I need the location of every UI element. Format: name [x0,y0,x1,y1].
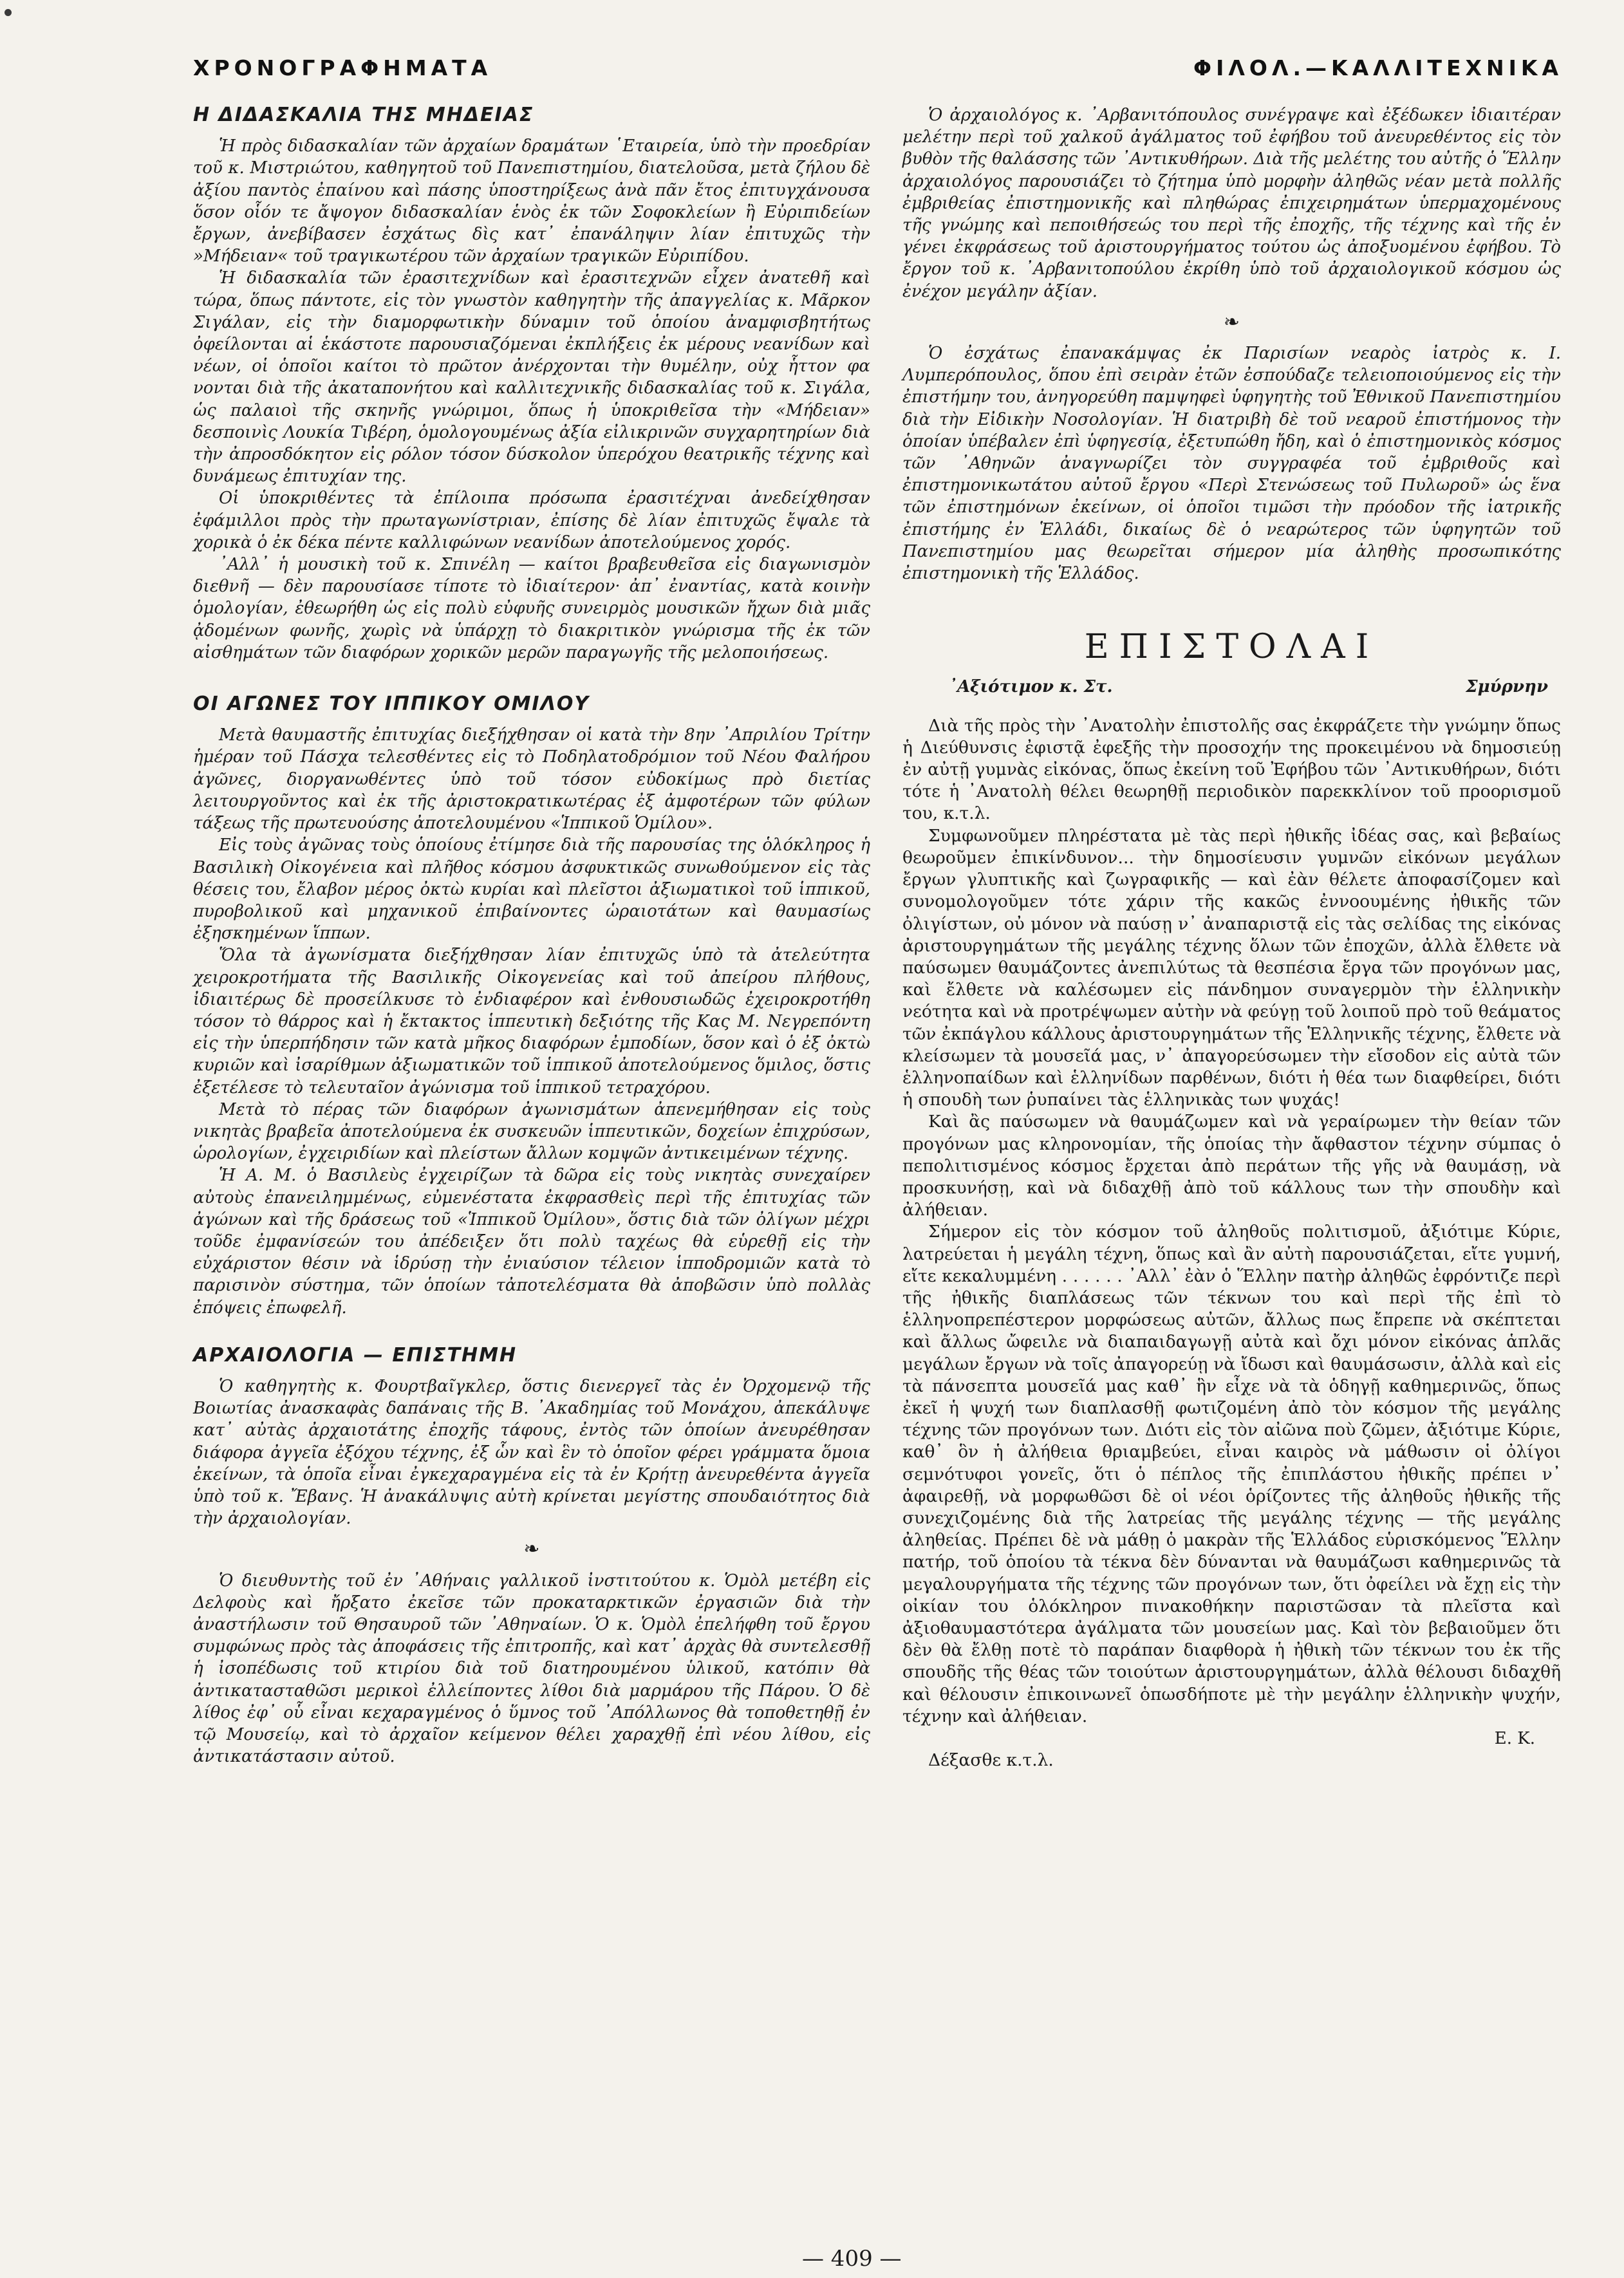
letter-body [902,715,1561,1772]
right-column [902,104,1561,1771]
ornament-divider: ❧ [1223,310,1240,333]
paragraph: Ὁ καθηγητὴς κ. Φουρτβαῖγκλερ, ὅστις διενεργεῖ τὰς ἐν Ὀρχομενῷ τῆς Βοιωτίας ἀνασκαφὰς δαπάναις τῆς Β. ᾿Ακαδημίας τοῦ Μονάχου, ἀπεκάλυψε κατ᾿ αὐτὰς ἀρχαιοτάτης ἐποχῆς τάφους, ἐντὸς τῶν ὁποίων ἀνευρέθησαν διάφορα ἀγγεῖα ἐξόχου τέχνης, ἐξ ὧν καὶ ἓν τὸ ὁποῖον φέρει γράμματα ὅμοια ἐκείνων, τὰ ὁποῖα εἶναι ἐγκεχαραγμένα εἰς τὰ ἐν Κρήτῃ ἀνευρεθέντα ἀγγεῖα ὑπὸ τοῦ κ. Ἔβανς. Ἡ ἀνακάλυψις αὐτὴ κρίνεται μεγίστης σπουδαιότητος διὰ τὴν ἀρχαιολογίαν. [193,1376,870,1529]
section-medea [193,104,870,664]
running-head-left: ΧΡΟΝΟΓΡΑΦΗΜΑΤΑ [193,55,492,80]
paragraph: Ἡ Α. Μ. ὁ Βασιλεὺς ἐγχειρίζων τὰ δῶρα εἰς τοὺς νικητὰς συνεχαίρεν αὐτοὺς ἐπανειλημμένως, εὐμενέστατα ἐκφρασθεὶς περὶ τῆς ἐπιτυχίας τῶν ἀγώνων καὶ τῆς δράσεως τοῦ «Ἱππικοῦ Ὁμίλου», ὅστις διὰ τῶν ὀλίγων μέχρι τοῦδε ἐμφανίσεών του ἀπέδειξεν ὅτι πολὺ ταχέως θὰ εὑρεθῇ εἰς τὴν εὐχάριστον θέσιν νὰ ἱδρύσῃ τὴν ἐνιαύσιον τέλειον ἱπποδρομιῶν κατὰ τὸ παρισινὸν σύστημα, τῶν ὁποίων τἀποτελέσματα θὰ ἀποβῶσιν ὑπὸ πολλὰς ἐπόψεις ἐπωφελῆ. [193,1166,870,1318]
section-title: ΑΡΧΑΙΟΛΟΓΙΑ — ΕΠΙΣΤΗΜΗ [193,1343,518,1367]
section-archaeology [193,1345,870,1768]
paragraph: Ὁ ἀρχαιολόγος κ. ᾿Αρβανιτόπουλος συνέγραψε καὶ ἐξέδωκεν ἰδιαιτέραν μελέτην περὶ τοῦ χαλκοῦ ἀγάλματος τοῦ ἐφήβου τοῦ ἀνευρεθέντος εἰς τὸν βυθὸν τῆς θαλάσσης τῶν ᾿Αντικυθήρων. Διὰ τῆς μελέτης του αὐτῆς ὁ Ἕλλην ἀρχαιολόγος παρουσιάζει τὸ ζήτημα ὑπὸ μορφὴν ἀληθῶς νέαν μετὰ πολλῆς ἐμβριθείας ἐπιστημονικῆς καὶ πληθώρας ἐπιχειρημάτων ὑπερμαχομένους τῆς γνώμης καὶ πεποιθήσεώς του περὶ τῆς ἐποχῆς, τῆς τέχνης καὶ τῆς ἐν γένει ἐκφράσεως τοῦ ἀριστουργήματος τούτου ὡς ἀποξυομένου ἐφήβου. Τὸ ἔργον τοῦ κ. ᾿Αρβανιτοπούλου ἐκρίθη ὑπὸ τοῦ ἀρχαιολογικοῦ κόσμου ὡς ἐνέχον μεγάλην ἀξίαν. [902,106,1561,301]
paragraph: Ἡ πρὸς διδασκαλίαν τῶν ἀρχαίων δραμάτων ῾Εταιρεία, ὑπὸ τὴν προεδρίαν τοῦ κ. Μιστριώτου, καθηγητοῦ τοῦ Πανεπιστημίου, διατελοῦσα, μετὰ ζήλου δὲ ἀξίου παντὸς ἐπαίνου καὶ πάσης ὑποστηρίξεως ἀνὰ πᾶν ἔτος ἐπιτυγχάνουσα ὅσον οἷόν τε ἄψογον διδασκαλίαν ἑνὸς ἐκ τῶν Σοφοκλείων ἢ Εὐριπιδείων ἔργων, ἀνεβίβασεν ἐσχάτως δὶς κατ᾿ ἐπανάληψιν λίαν ἐπιτυχῶς τὴν »Μήδειαν« τοῦ τραγικωτέρου τῶν ἀρχαίων τραγικῶν Εὐριπίδου. [193,136,870,266]
paragraph: Διὰ τῆς πρὸς τὴν ᾿Ανατολὴν ἐπιστολῆς σας ἐκφράζετε τὴν γνώμην ὅπως ἡ Διεύθυνσις ἐφιστᾷ ἐφεξῆς τὴν προσοχήν της προκειμένου νὰ δημοσιεύῃ ἐν αὐτῇ γυμνὰς εἰκόνας, ὅπως ἐκείνη τοῦ Ἐφήβου τῶν ᾿Αντικυθήρων, διότι τότε ἡ ᾿Ανατολὴ θέλει θεωρηθῇ περιοδικὸν παρεκκλίνον τοῦ προορισμοῦ του, κ.τ.λ. [902,715,1561,824]
paragraph: Μετὰ τὸ πέρας τῶν διαφόρων ἀγωνισμάτων ἀπενεμήθησαν εἰς τοὺς νικητὰς βραβεῖα ἀποτελούμενα ἐκ συσκευῶν ἱππευτικῶν, δοχείων ἐπιχρύσων, ὡρολογίων, ἐγχειριδίων καὶ πλείστων ἄλλων κομψῶν ἀντικειμένων τέχνης. [193,1099,870,1164]
salutation-place: Σμύρνην [1466,677,1548,697]
paragraph: Οἱ ὑποκριθέντες τὰ ἐπίλοιπα πρόσωπα ἐρασιτέχναι ἀνεδείχθησαν ἐφάμιλλοι πρὸς τὴν πρωταγωνίστριαν, ἐπίσης δὲ λίαν ἐπιτυχῶς ἔψαλε τὰ χορικὰ ὁ ἐκ δέκα πέντε καλλιφώνων νεανίδων ἀποτελούμενος χορός. [193,489,870,552]
section-title: Η ΔΙΔΑΣΚΑΛΙΑ ΤΗΣ ΜΗΔΕΙΑΣ [193,104,534,126]
letters-heading: ΕΠΙΣΤΟΛΑΙ [1084,628,1379,667]
left-column [193,104,870,1768]
page-number: — 409 — [802,2246,902,2272]
paragraph: Ἡ διδασκαλία τῶν ἐρασιτεχνίδων καὶ ἐρασιτεχνῶν εἶχεν ἀνατεθῆ καὶ τώρα, ὅπως πάντοτε, εἰς τὸν γνωστὸν καθηγητὴν τῆς ἀπαγγελίας κ. Μᾶρκον Σιγάλαν, εἰς τὴν διαμορφωτικὴν δύναμιν τοῦ ὁποίου ἀναμφισβητήτως ὀφείλονται αἱ ἑκάστοτε παρουσιαζόμεναι ἐκπλήξεις ἐκ μέρους νεανίδων καὶ νέων, οἱ ὁποῖοι καίτοι τὸ πρῶτον ἀνέρχονται τὴν θυμέλην, οὐχ ἧττον φα νονται διὰ τῆς ἀκαταπονήτου καὶ καλλιτεχνικῆς διδασκαλίας τοῦ κ. Σιγάλα, ὡς παλαιοὶ τῆς σκηνῆς γνώριμοι, ὅπως ἡ ὑποκριθεῖσα τὴν «Μήδειαν» δεσποινὶς Λουκία Τιβέρη, ὁμολογουμένως ἀξία εἰλικρινῶν συγχαρητηρίων διὰ τὴν ἀπροσδόκητον εἰς ρόλον τόσον δύσκολον ὑπερόχου θεατρικῆς τέχνης καὶ δυνάμεως ἐπιτυχίαν της. [193,268,870,487]
paragraph: Συμφωνοῦμεν πληρέστατα μὲ τὰς περὶ ἠθικῆς ἰδέας σας, καὶ βεβαίως θεωροῦμεν ἐπικίνδυνον... τὴν δημοσίευσιν γυμνῶν εἰκόνων μεγάλων ἔργων γλυπτικῆς καὶ ζωγραφικῆς — καὶ ἐὰν θέλετε ἀποφασίζομεν καὶ συνομολογοῦμεν τότε χάριν τῆς κακῶς ἐννοουμένης ἠθικῆς τῶν ὀλιγίστων, οὐ μόνον νὰ παύσῃ ν᾿ ἀναπαριστᾷ εἰς τὰς σελίδας της εἰκόνας ἀριστουργημάτων τῆς μεγάλης τέχνης ὅλων τῶν ἐποχῶν, ἀλλὰ ἔλθετε νὰ παύσωμεν θαυμάζοντες ἀνεπιλύτως τὰ θεσπέσια ἔργα τῶν προγόνων μας, καὶ ἔλθετε νὰ καλέσωμεν εἰς πάνδημον συναγερμὸν τὴν ἑλληνικὴν νεότητα καὶ νὰ προτρέψωμεν αὐτὴν νὰ φεύγῃ τοῦ λοιποῦ πρὸ τοῦ θεάματος τῶν ἐκπάγλου κάλλους ἀριστουργημάτων τῆς Ἑλληνικῆς τέχνης, ἔλθετε νὰ κλείσωμεν τὰ μουσεῖά μας, ν᾿ ἀπαγορεύσωμεν τὴν εἴσοδον εἰς αὐτὰ τῶν ἑλληνοπαίδων καὶ ἑλληνίδων παρθένων, διότι ἡ θέα των διαφθείρει, διότι ἡ σπουδὴ των ῥυπαίνει τὰς ἑλληνικὰς των ψυχάς! [902,825,1561,1110]
salutation-addressee: ᾿Αξιότιμον κ. Στ. [949,677,1113,697]
scan-speck [5,9,12,16]
paragraph: ᾿Αλλ᾿ ἡ μουσικὴ τοῦ κ. Σπινέλη — καίτοι βραβευθεῖσα εἰς διαγωνισμὸν διεθνῆ — δὲν παρουσίασε τίποτε τὸ ἰδιαίτερον· ἀπ᾿ ἐναντίας, κατὰ κοινὴν ὁμολογίαν, ἐθεωρήθη ὡς εἰς πολὺ εὐφυῆς συνειρμὸς μουσικῶν ἤχων διὰ μιᾶς ᾀδομένων φωνῆς, χωρὶς νὰ ὑπάρχῃ τὸ διακριτικὸν γνώρισμα τῆς ἐκ τῶν αἰσθημάτων τῶν διαφόρων χορικῶν μερῶν παραγωγῆς τῆς μελοποιήσεως. [193,555,870,662]
paragraph: Καὶ ἂς παύσωμεν νὰ θαυμάζωμεν καὶ νὰ γεραίρωμεν τὴν θείαν τῶν προγόνων μας κληρονομίαν, τῆς ὁποίας τὴν ἄφθαστον τέχνην σύμπας ὁ πεπολιτισμένος κόσμος ἔρχεται ἀπὸ περάτων τῆς γῆς νὰ θαυμάσῃ, νὰ προσκυνήσῃ, καὶ νὰ διδαχθῇ ἀπὸ τοῦ κάλλους των τὴν σπουδὴν καὶ ἀλήθειαν. [902,1112,1561,1220]
paragraph: Μετὰ θαυμαστῆς ἐπιτυχίας διεξήχθησαν οἱ κατὰ τὴν 8ην ᾿Απριλίου Τρίτην ἡμέραν τοῦ Πάσχα τελεσθέντες εἰς τὸ Ποδηλατοδρόμιον τοῦ Νέου Φαλήρου ἀγῶνες, διοργανωθέντες ὑπὸ τοῦ τόσον εὐδοκίμως πρὸ διετίας λειτουργοῦντος καὶ ἐκ τῆς ἀριστοκρατικωτέρας ἐξ ἀμφοτέρων τῶν φύλων τάξεως τῆς πρωτευούσης ἀποτελουμένου «Ἱππικοῦ Ὁμίλου». [193,725,870,834]
paragraph: Ὅλα τὰ ἀγωνίσματα διεξήχθησαν λίαν ἐπιτυχῶς ὑπὸ τὰ ἀτελεύτητα χειροκροτήματα τῆς Βασιλικῆς Οἰκογενείας καὶ τοῦ ἀπείρου πλήθους, ἰδιαιτέρως δὲ προσείλκυσε τὸ ἐνδιαφέρον καὶ ἐνθουσιωδῶς ἐχειροκροτήθη τόσον τὸ θάρρος καὶ ἡ ἔκτακτος ἱππευτικὴ δεξιότης τῆς Κας Μ. Νεγρεπόντη εἰς τὴν ὑπερπήδησιν τῶν κατὰ μῆκος διαφόρων ἐμποδίων, ὅσον καὶ ὁ ἐξ ὀκτὼ κυριῶν καὶ ἰσαρίθμων ἀξιωματικῶν τοῦ ἱππικοῦ ἀποτελούμενος ὅμιλος, ὅστις ἐξετέλεσε τὸ τελευταῖον ἀγώνισμα τοῦ ἱππικοῦ τετραχόρου. [193,946,870,1097]
section-title: ΟΙ ΑΓΩΝΕΣ ΤΟΥ ΙΠΠΙΚΟΥ ΟΜΙΛΟΥ [193,693,590,716]
paragraph: Σήμερον εἰς τὸν κόσμον τοῦ ἀληθοῦς πολιτισμοῦ, ἀξιότιμε Κύριε, λατρεύεται ἡ μεγάλη τέχνη, ὅπως καὶ ἂν αὐτὴ παρουσιάζεται, εἴτε γυμνή, εἴτε κεκαλυμμένη . . . . . . ᾿Αλλ᾿ ἐὰν ὁ Ἕλλην πατὴρ ἀληθῶς ἐφρόντιζε περὶ τῆς ἠθικῆς διαπλάσεως τῶν τέκνων του καὶ περὶ τῆς ἐπὶ τὸ ἑλληνοπρεπέστερον μορφώσεως αὐτῶν, ἄλλως πως ἔπρεπε νὰ σκέπτεται καὶ ἄλλως ὤφειλε νὰ διαπαιδαγωγῇ αὐτὰ καὶ ὄχι μόνον εἰκόνας ἁπλᾶς μεγάλων ἔργων νὰ τοῖς ἀπαγορεύῃ νὰ ἴδωσι καὶ θαυμάσωσιν, ἀλλὰ καὶ εἰς τὰ πάνσεπτα μουσεῖά μας καθ᾿ ἣν εἶχε νὰ τὰ ὁδηγῇ καθημερινῶς, ὅπως ἐκεῖ ἡ ψυχή των διαπλασθῇ φωτιζομένη ἀπὸ τὸν κόσμον τῆς μεγάλης τέχνης τῶν προγόνων των. Διότι εἰς τὸν αἰῶνα ποὺ ζῶμεν, ἀξιότιμε Κύριε, καθ᾿ ὃν ἡ ἀλήθεια θριαμβεύει, εἶναι καιρὸς νὰ μάθωσιν οἱ ὀλίγοι σεμνότυφοι γονεῖς, ὅτι ὁ πέπλος τῆς ἐπιπλάστου ἠθικῆς πρέπει ν᾿ ἀφαιρεθῇ, νὰ μορφωθῶσι δὲ οἱ νέοι ὁρίζοντες τῆς ἀληθοῦς ἠθικῆς τῆς συνεχιζομένης διὰ τῆς λατρείας τῆς μεγάλης τέχνης — τῆς μεγάλης ἀληθείας. Πρέπει δὲ νὰ μάθῃ ὁ μακρὰν τῆς Ἑλλάδος εὑρισκόμενος Ἕλλην πατήρ, τοῦ ὁποίου τὰ τέκνα δὲν δύνανται νὰ θαυμάζωσι καθημερινῶς τὰ μεγαλουργήματα τῆς τέχνης τῶν προγόνων των, ὅτι ὀφείλει νὰ ἔχῃ εἰς τὴν οἰκίαν του ὁλόκληρον πινακοθήκην παριστῶσαν τὰ πλεῖστα καὶ ἀξιοθαυμαστότερα ἀγάλματα τῶν μουσείων μας. Καὶ τὸν βεβαιοῦμεν ὅτι δὲν θὰ ἔλθῃ ποτὲ τὸ παράπαν διαφθορὰ ἡ ἠθικὴ τῶν τέκνων του ἐκ τῆς σπουδῆς τῆς θέας τῶν τοιούτων ἀριστουργημάτων, ἀλλὰ θέλουσι διδαχθῆ καὶ θέλουσιν ἐπικοινωνεῖ ὁπωσδήποτε μὲ τὴν μεγάλην ἑλληνικὴν ψυχήν, τέχνην καὶ ἀλήθειαν. [902,1222,1561,1726]
running-head-right: ΦΙΛΟΛ.—ΚΑΛΛΙΤΕΧΝΙΚΑ [1193,55,1563,80]
closing: Δέξασθε κ.τ.λ. [928,1750,1054,1771]
paragraph: Ὁ διευθυντὴς τοῦ ἐν ᾿Αθήναις γαλλικοῦ ἰνστιτούτου κ. Ὁμὸλ μετέβη εἰς Δελφοὺς καὶ ἤρξατο ἐκεῖσε τῶν προκαταρκτικῶν ἐργασιῶν διὰ τὴν ἀναστήλωσιν τοῦ Θησαυροῦ τῶν ᾿Αθηναίων. Ὁ κ. Ὁμὸλ ἐπελήφθη τοῦ ἔργου συμφώνως πρὸς τὰς ἀποφάσεις τῆς ἐπιτροπῆς, καὶ κατ᾿ ἀρχὰς θὰ συντελεσθῇ ἡ ἰσοπέδωσις τοῦ κτιρίου διὰ τοῦ διατηρουμένου ὑλικοῦ, κατόπιν θὰ ἀντικατασταθῶσι μερικοὶ ἐλλείποντες λίθοι διὰ μαρμάρου τῆς Πάρου. Ὁ δὲ λίθος ἐφ᾿ οὗ εἶναι κεχαραγμένος ὁ ὕμνος τοῦ ᾿Απόλλωνος θὰ τοποθετηθῇ ἐν τῷ Μουσείῳ, καὶ τὸ ἀρχαῖον κείμενον θέλει χαραχθῇ ἐπὶ νέου λίθου, εἰς ἀντικατάστασιν αὐτοῦ. [193,1571,870,1767]
salutation [902,676,1561,698]
paragraph: Ὁ ἐσχάτως ἐπανακάμψας ἐκ Παρισίων νεαρὸς ἰατρὸς κ. Ι. Λυμπερόπουλος, ὅπου ἐπὶ σειρὰν ἐτῶν ἐσπούδαζε τελειοποιούμενος εἰς τὴν ἐπιστήμην του, ἀνηγορεύθη παμψηφεὶ ὑφηγητὴς τοῦ Ἐθνικοῦ Πανεπιστημίου διὰ τὴν Εἰδικὴν Νοσολογίαν. Ἡ διατριβὴ δὲ τοῦ νεαροῦ ἐπιστήμονος τὴν ὁποίαν ὑπέβαλεν ἐπὶ ὑφηγεσίᾳ, ἐξετυπώθη ἤδη, καὶ ὁ ἐπιστημονικὸς κόσμος τῶν ᾿Αθηνῶν ἀναγνωρίζει τὸν συγγραφέα τοῦ ἐμβριθοῦς καὶ ἐπιστημονικωτάτου αὐτοῦ ἔργου «Περὶ Στενώσεως τοῦ Πυλωροῦ» ὡς ἕνα τῶν ἐπιστημόνων ἐκείνων, οἱ ὁποῖοι τιμῶσι τὴν πρόοδον τῆς ἰατρικῆς ἐπιστήμης ἐν Ἑλλάδι, δικαίως δὲ ὁ νεαρώτερος τῶν ὑφηγητῶν τοῦ Πανεπιστημίου μας θεωρεῖται σήμερον μία ἀληθὴς προσωπικότης ἐπιστημονικὴ τῆς Ἑλλάδος. [902,344,1561,584]
ornament-divider: ❧ [523,1538,540,1561]
section-horse-club [193,693,870,1319]
signature: Ε. Κ. [1494,1729,1535,1749]
paragraph: Εἰς τοὺς ἀγῶνας τοὺς ὁποίους ἐτίμησε διὰ τῆς παρουσίας της ὁλόκληρος ἡ Βασιλικὴ Οἰκογένεια καὶ πλῆθος κόσμου ἀσφυκτικῶς συνωθούμενον εἰς τὰς θέσεις του, ἔλαβον μέρος ὀκτὼ κυρίαι καὶ πλεῖστοι ἀξιωματικοὶ τοῦ ἱππικοῦ, πυροβολικοῦ καὶ μηχανικοῦ ἐπιβαίνοντες ὡραιοτάτων καὶ θαυμασίως ἐξησκημένων ἵππων. [193,836,870,944]
news-block [902,104,1561,584]
